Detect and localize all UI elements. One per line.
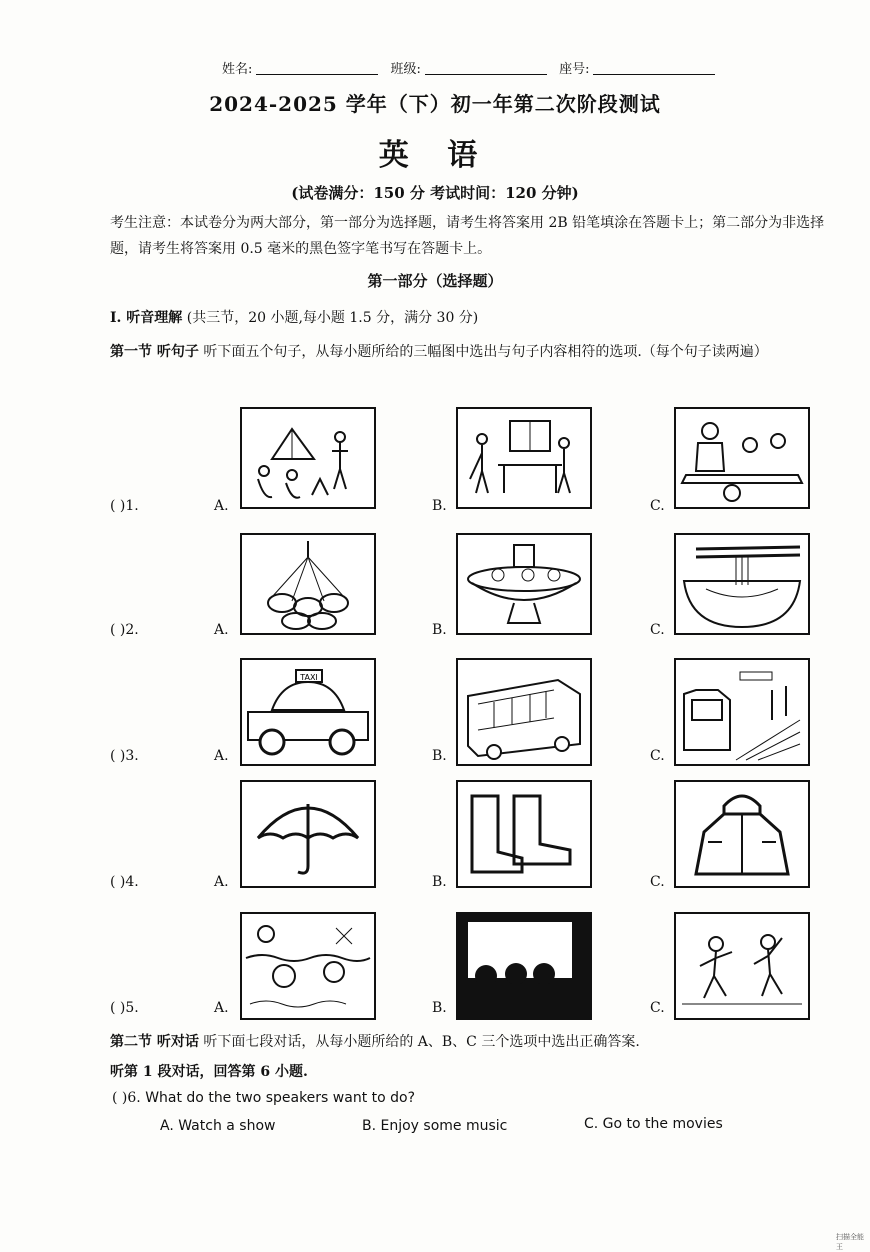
seat-blank[interactable] [593,74,715,75]
rain-boots-picture[interactable] [456,780,592,888]
question-6-option-a[interactable]: A. Watch a show [160,1118,276,1134]
question-4-number[interactable]: ( )4. [110,874,139,890]
student-info-header [222,58,723,77]
exam-notice: 考生注意：本试卷分为两大部分，第一部分为选择题，请考生将答案用 2B 铅笔填涂在答题卡上；第二部分为非选择题，请考生将答案用 0.5 毫米的黑色签字笔书写在答题卡上。 [110,215,825,257]
listening-heading: I. 听音理解 [110,310,183,326]
cleaning-house-picture[interactable] [456,407,592,509]
option-label-4c: C. [650,874,665,890]
noodles-picture[interactable] [674,533,810,635]
option-label-3a: A. [214,748,229,764]
option-label-4a: A. [214,874,229,890]
section2-line [110,1028,850,1056]
name-blank[interactable] [256,74,378,75]
listening-heading-line [110,304,850,332]
section1-instruction: 听下面五个句子，从每小题所给的三幅图中选出与句子内容相符的选项.（每个句子读两遍） [203,344,768,360]
swimming-picture[interactable] [240,912,376,1020]
part1-title: 第一部分（选择题） [367,272,503,290]
section1-heading: 第一节 听句子 [110,344,199,360]
taxi-sign-text: TAXI [300,673,318,682]
name-label: 姓名: [222,62,253,77]
class-label: 班级: [390,62,421,77]
option-label-1b: B. [432,498,447,514]
bus-picture[interactable] [456,658,592,766]
question-6-text: What do the two speakers want to do? [145,1090,416,1106]
option-label-5a: A. [214,1000,229,1016]
question-6-number[interactable]: ( )6. [112,1090,141,1106]
playing-picture[interactable] [674,912,810,1020]
dialogue1-heading: 听第 1 段对话，回答第 6 小题. [110,1064,308,1080]
question-6-option-c[interactable]: C. Go to the movies [584,1116,723,1132]
family-dinner-picture[interactable] [674,407,810,509]
camping-picture[interactable] [240,407,376,509]
umbrella-picture[interactable] [240,780,376,888]
scanner-badge: 扫描全能王 [836,1233,864,1251]
cinema-picture[interactable] [456,912,592,1020]
option-label-5c: C. [650,1000,665,1016]
question-5-number[interactable]: ( )5. [110,1000,139,1016]
option-label-3b: B. [432,748,447,764]
subway-picture[interactable] [674,658,810,766]
raincoat-picture[interactable] [674,780,810,888]
question-2-number[interactable]: ( )2. [110,622,139,638]
hotpot-picture[interactable] [456,533,592,635]
section1-line [110,338,850,366]
taxi-picture[interactable] [240,658,376,766]
exam-title: 2024-2025 学年（下）初一年第二次阶段测试 [209,92,661,116]
option-label-2a: A. [214,622,229,638]
listening-info: (共三节，20 小题,每小题 1.5 分，满分 30 分) [186,310,479,326]
question-6-line [112,1090,415,1106]
class-blank[interactable] [425,74,547,75]
option-label-3c: C. [650,748,665,764]
subject-title: 英 语 [378,138,492,173]
score-info: (试卷满分：150 分 考试时间：120 分钟) [291,184,579,202]
option-label-5b: B. [432,1000,447,1016]
seat-label: 座号: [559,62,590,77]
zongzi-picture[interactable] [240,533,376,635]
option-label-1c: C. [650,498,665,514]
question-1-number[interactable]: ( )1. [110,498,139,514]
option-label-4b: B. [432,874,447,890]
option-label-2b: B. [432,622,447,638]
question-3-number[interactable]: ( )3. [110,748,139,764]
question-6-option-b[interactable]: B. Enjoy some music [362,1118,508,1134]
section2-heading: 第二节 听对话 [110,1034,199,1050]
option-label-1a: A. [214,498,229,514]
option-label-2c: C. [650,622,665,638]
section2-instruction: 听下面七段对话，从每小题所给的 A、B、C 三个选项中选出正确答案. [203,1034,640,1050]
